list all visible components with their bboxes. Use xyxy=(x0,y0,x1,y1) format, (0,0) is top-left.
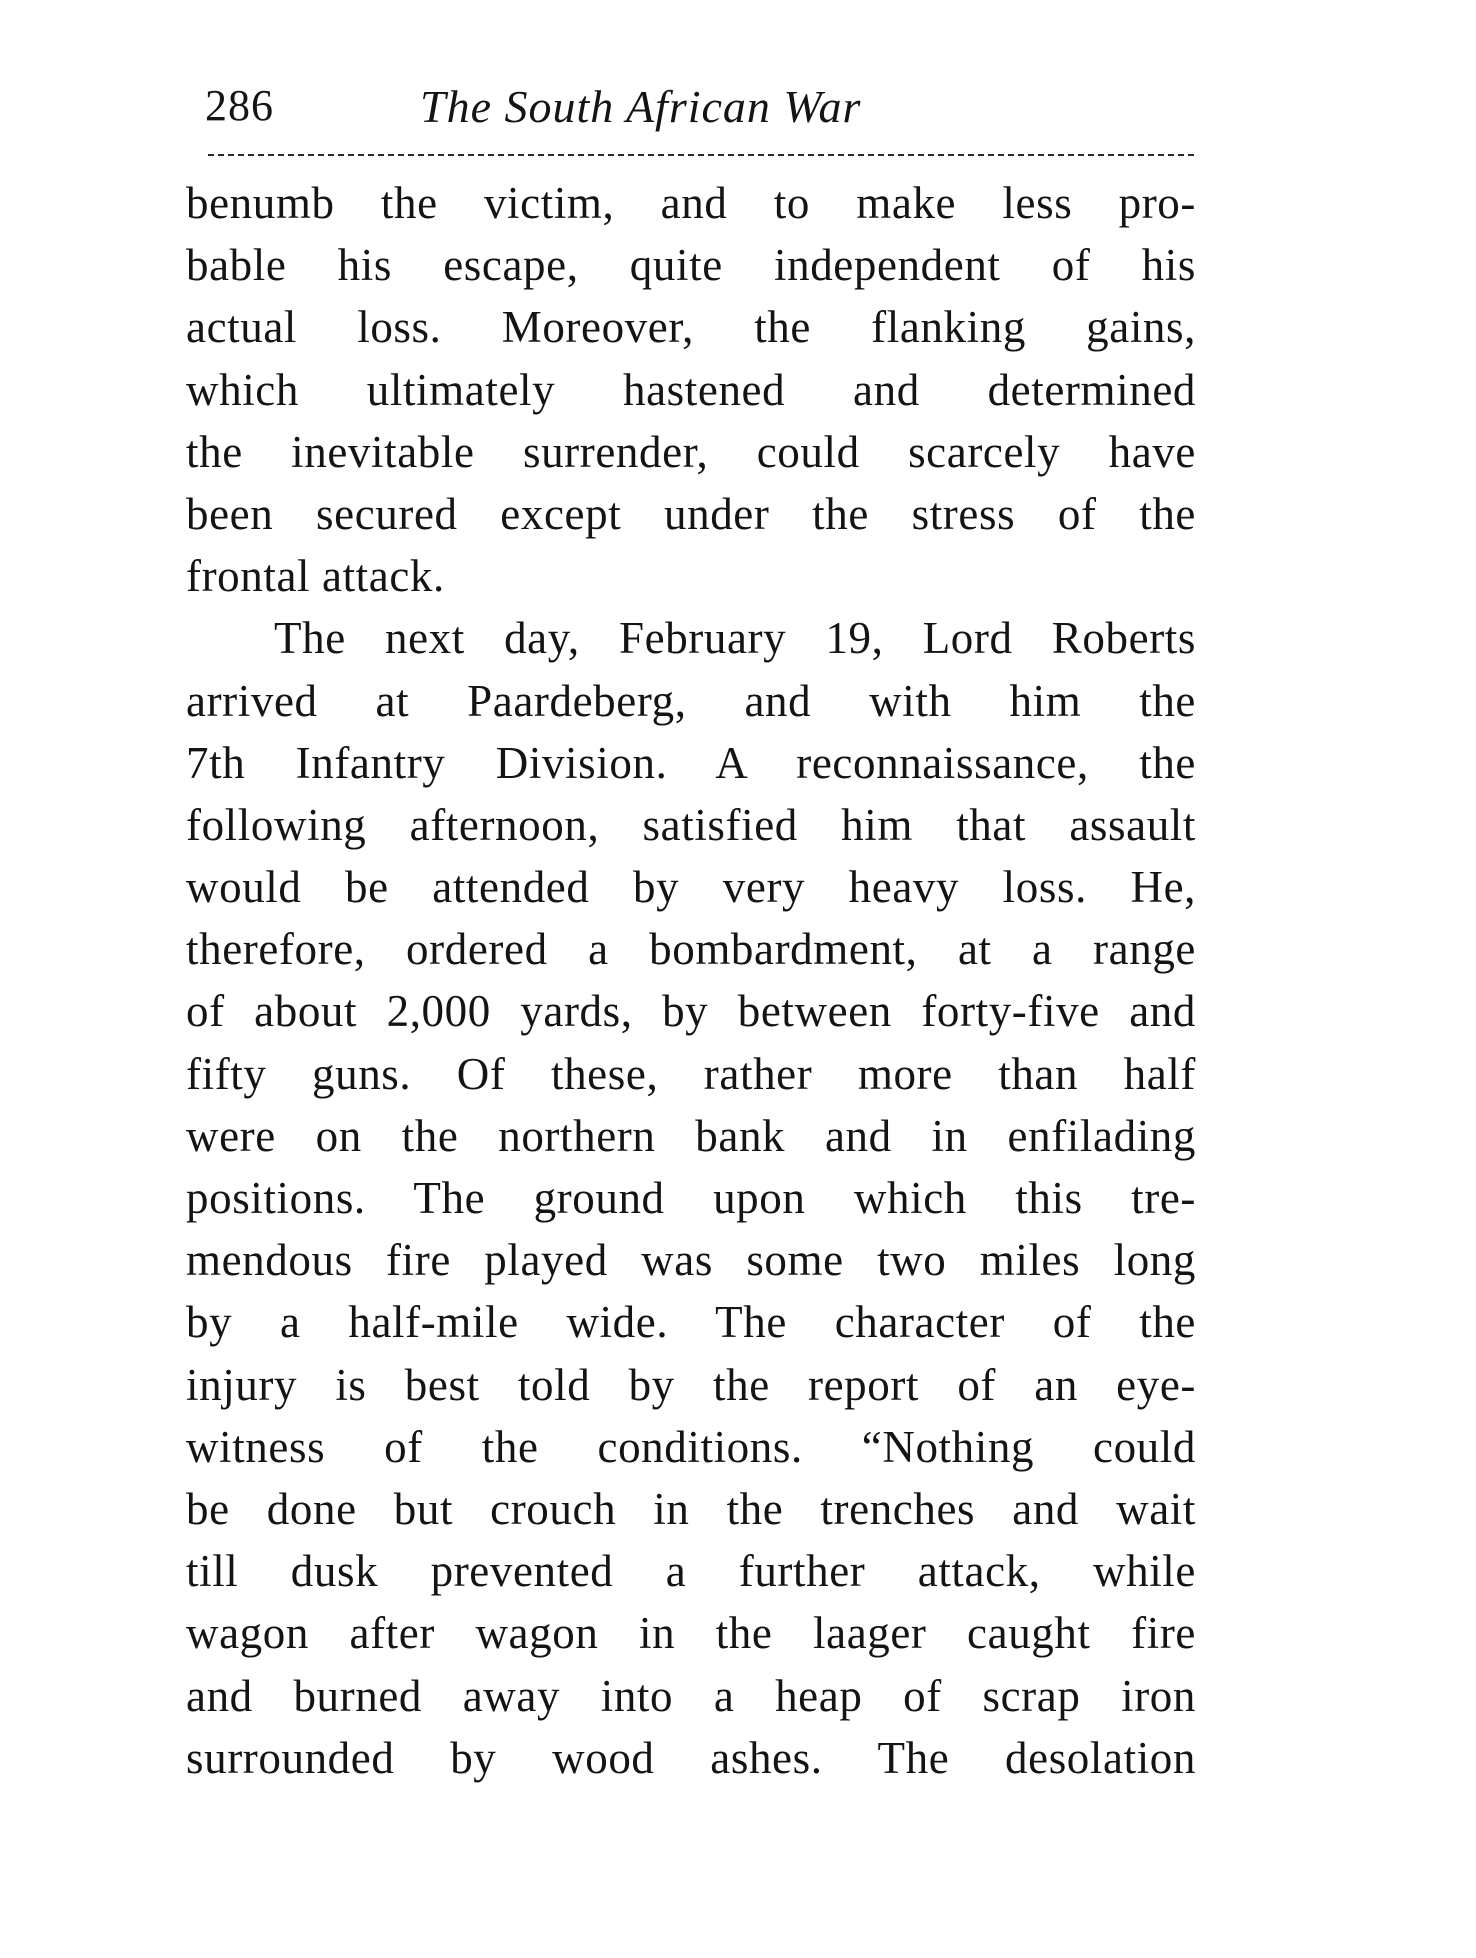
text-line: were on the northern bank and in enfilading xyxy=(186,1110,1196,1161)
text-line: which ultimately hastened and determined xyxy=(186,364,1196,415)
text-line: following afternoon, satisfied him that assault xyxy=(186,799,1196,850)
text-line: wagon after wagon in the laager caught fire xyxy=(186,1608,1196,1659)
text-line: benumb the victim, and to make less pro- xyxy=(186,178,1196,228)
text-line: witness of the conditions. “Nothing could xyxy=(186,1421,1196,1472)
text-line: mendous fire played was some two miles long xyxy=(186,1235,1196,1286)
running-header xyxy=(205,80,1195,140)
text-line: be done but crouch in the trenches and wait xyxy=(186,1483,1196,1534)
page-number: 286 xyxy=(205,81,274,130)
text-line: would be attended by very heavy loss. He, xyxy=(186,862,1196,913)
text-line: fifty guns. Of these, rather more than half xyxy=(186,1048,1196,1099)
text-line: positions. The ground upon which this tre- xyxy=(186,1173,1196,1223)
text-line: the inevitable surrender, could scarcely have xyxy=(186,426,1196,477)
header-rule xyxy=(208,154,1194,156)
text-line: and burned away into a heap of scrap iron xyxy=(186,1670,1196,1721)
text-line: injury is best told by the report of an eye- xyxy=(186,1359,1196,1410)
text-line: surrounded by wood ashes. The desolation xyxy=(186,1732,1196,1783)
text-line: frontal attack. xyxy=(186,551,445,602)
running-title: The South African War xyxy=(420,81,862,132)
text-line: till dusk prevented a further attack, while xyxy=(186,1546,1196,1597)
text-line: by a half-mile wide. The character of the xyxy=(186,1297,1196,1348)
text-line: therefore, ordered a bombardment, at a range xyxy=(186,924,1196,975)
paragraph-first-line: The next day, February 19, Lord Roberts xyxy=(274,613,1196,664)
text-line: been secured except under the stress of the xyxy=(186,488,1196,539)
body-text xyxy=(186,172,1196,1789)
text-line: of about 2,000 yards, by between forty-five and xyxy=(186,986,1196,1037)
text-line: bable his escape, quite independent of his xyxy=(186,240,1196,291)
text-line: arrived at Paardeberg, and with him the xyxy=(186,675,1196,726)
text-line: 7th Infantry Division. A reconnaissance, the xyxy=(186,737,1196,788)
text-line: actual loss. Moreover, the flanking gains, xyxy=(186,302,1196,353)
